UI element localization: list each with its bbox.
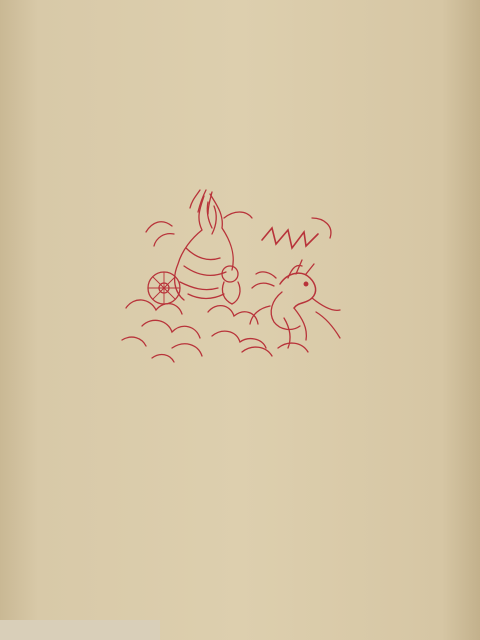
- watermark: [0, 620, 160, 640]
- chariot-horses-illustration: [112, 188, 348, 364]
